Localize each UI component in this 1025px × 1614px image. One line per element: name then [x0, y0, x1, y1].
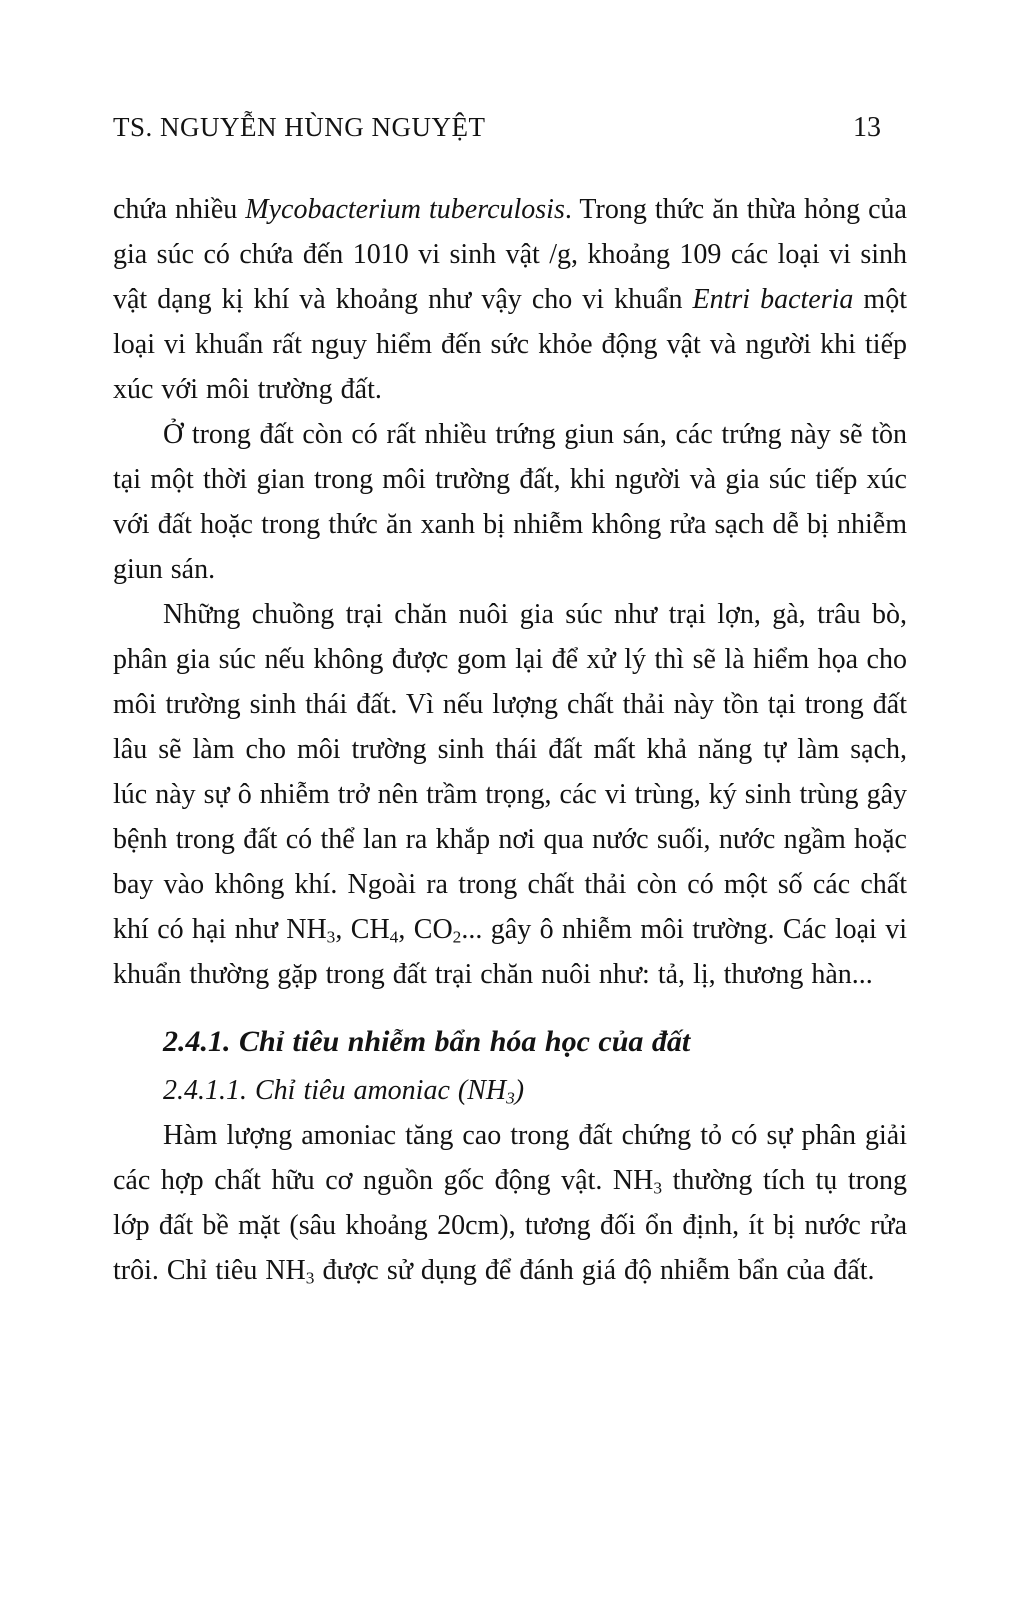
text-run: , CO [398, 914, 453, 945]
page-number: 13 [853, 112, 881, 143]
subscript-text: 2 [452, 927, 462, 947]
text-run: ) [514, 1075, 525, 1106]
document-body [113, 187, 907, 1293]
text-run: , CH [335, 914, 390, 945]
text-run: 2.4.1. Chỉ tiêu nhiễm bẩn hóa học của đất [163, 1025, 691, 1058]
page-header [113, 110, 907, 145]
subscript-text: 3 [305, 1268, 315, 1288]
text-run: Hàm lượng amoniac tăng cao trong đất chứng tỏ có sự phân giải các hợp chất hữu cơ nguồn gốc động vật. NH [113, 1120, 907, 1196]
text-run: ... gây ô nhiễm môi trường. Các loại vi khuẩn thường gặp trong đất trại chăn nuôi như: tả, lị, thương hàn... [113, 914, 907, 990]
text-run: . Trong thức ăn thừa hỏng của gia súc có chứa đến 1010 vi sinh vật /g, khoảng 109 các loại vi sinh vật dạng kị khí và khoảng như vậy cho vi khuẩn [113, 194, 907, 315]
paragraph [113, 1113, 907, 1293]
paragraph [113, 412, 907, 592]
subscript-text: 3 [326, 927, 336, 947]
text-run: Ở trong đất còn có rất nhiều trứng giun sán, các trứng này sẽ tồn tại một thời gian trong môi trường đất, khi người và gia súc tiếp xúc với đất hoặc trong thức ăn xanh bị nhiễm không rửa sạch dễ bị nhiễm giun sán. [113, 419, 907, 585]
paragraph [113, 592, 907, 997]
text-run: Entri bacteria [692, 284, 854, 315]
text-run: được sử dụng để đánh giá độ nhiễm bẩn của đất. [314, 1255, 875, 1286]
text-run: 2.4.1.1. Chỉ tiêu amoniac (NH [163, 1075, 507, 1106]
section-heading [113, 1019, 907, 1064]
text-run: một loại vi khuẩn rất nguy hiểm đến sức khỏe động vật và người khi tiếp xúc với môi trường đất. [113, 284, 907, 405]
text-run: Những chuồng trại chăn nuôi gia súc như trại lợn, gà, trâu bò, phân gia súc nếu không được gom lại để xử lý thì sẽ là hiểm họa cho môi trường sinh thái đất. Vì nếu lượng chất thải này tồn tại trong đất lâu sẽ làm cho môi trường sinh thái đất mất khả năng tự làm sạch, lúc này sự ô nhiễm trở nên trầm trọng, các vi trùng, ký sinh trùng gây bệnh trong đất có thể lan ra khắp nơi qua nước suối, nước ngầm hoặc bay vào không khí. Ngoài ra trong chất thải còn có một số các chất khí có hại như NH [113, 599, 907, 945]
text-run: Mycobacterium tuberculosis [245, 194, 565, 225]
text-run: thường tích tụ trong lớp đất bề mặt (sâu khoảng 20cm), tương đối ổn định, ít bị nước rửa trôi. Chỉ tiêu NH [113, 1165, 907, 1286]
author-name: TS. NGUYỄN HÙNG NGUYỆT [113, 112, 486, 142]
subscript-text: 4 [389, 927, 399, 947]
section-heading [113, 1068, 907, 1113]
text-run: chứa nhiều [113, 194, 246, 225]
subscript-text: 3 [653, 1178, 663, 1198]
paragraph [113, 187, 907, 412]
subscript-text: 3 [506, 1088, 515, 1108]
